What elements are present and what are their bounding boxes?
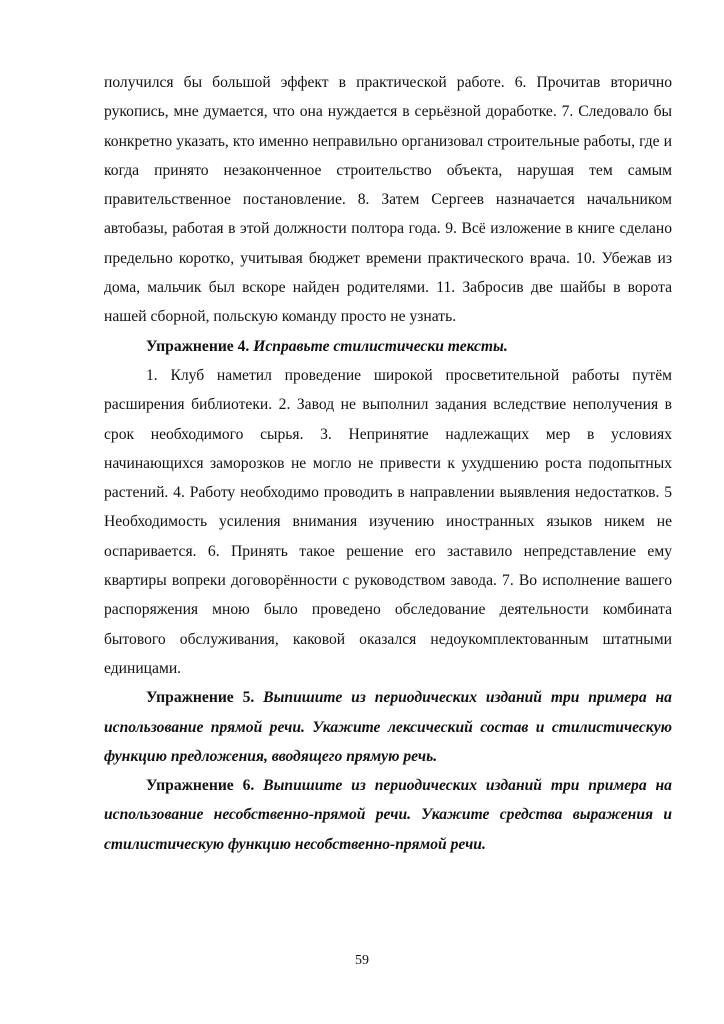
exercise-5-label: Упражнение 5. bbox=[146, 689, 255, 707]
exercise-5 bbox=[104, 683, 672, 771]
page-body bbox=[104, 68, 672, 859]
exercise-6 bbox=[104, 771, 672, 859]
exercise-4-task: Исправьте стилистически тексты. bbox=[253, 337, 508, 355]
exercise-4-body: 1. Клуб наметил проведение широкой просветительной работы путём расширения библиотеки. 2. Завод не выполнил задания вследствие неполучения в срок необходимого сырья. 3. Непринятие надлежащих мер в условиях начинающихся заморозков не могло не привести к ухудшению роста подопытных растений. 4. Работу необходимо проводить в направлении выявления недостатков. 5 Необходимость усиления внимания изучению иностранных языков никем не оспаривается. 6. Принять такое решение его заставило непредставление ему квартиры вопреки договорённости с руководством завода. 7. Во исполнение вашего распоряжения мною было проведено обследование деятельности комбината бытового обслуживания, каковой оказался недоукомплектованным штатными единицами. bbox=[104, 366, 672, 677]
paragraph-continuation: получился бы большой эффект в практической работе. 6. Прочитав вторично рукопись, мне думается, что она нуждается в серьёзной доработке. 7. Следовало бы конкретно указать, кто именно неправильно организовал строительные работы, где и когда принято незаконченное строительство объекта, нарушая тем самым правительственное постановление. 8. Затем Сергеев назначается начальником автобазы, работая в этой должности полтора года. 9. Всё изложение в книге сделано предельно коротко, учитывая бюджет времени практического врача. 10. Убежав из дома, мальчик был вскоре найден родителями. 11. Забросив две шайбы в ворота нашей сборной, польскую команду просто не узнать. bbox=[104, 74, 672, 326]
exercise-4-label: Упражнение 4. bbox=[146, 337, 250, 355]
exercise-6-task: Выпишите из периодических изданий три примера на использование несобственно-прямой речи. Укажите средства выражения и стилистическую функцию несобственно-прямой речи. bbox=[104, 777, 672, 853]
exercise-4-heading bbox=[104, 332, 672, 361]
page-number: 59 bbox=[355, 953, 369, 968]
exercise-6-label: Упражнение 6. bbox=[146, 777, 255, 795]
exercise-5-task: Выпишите из периодических изданий три примера на использование прямой речи. Укажите лексический состав и стилистическую функцию предложения, вводящего прямую речь. bbox=[104, 689, 672, 765]
